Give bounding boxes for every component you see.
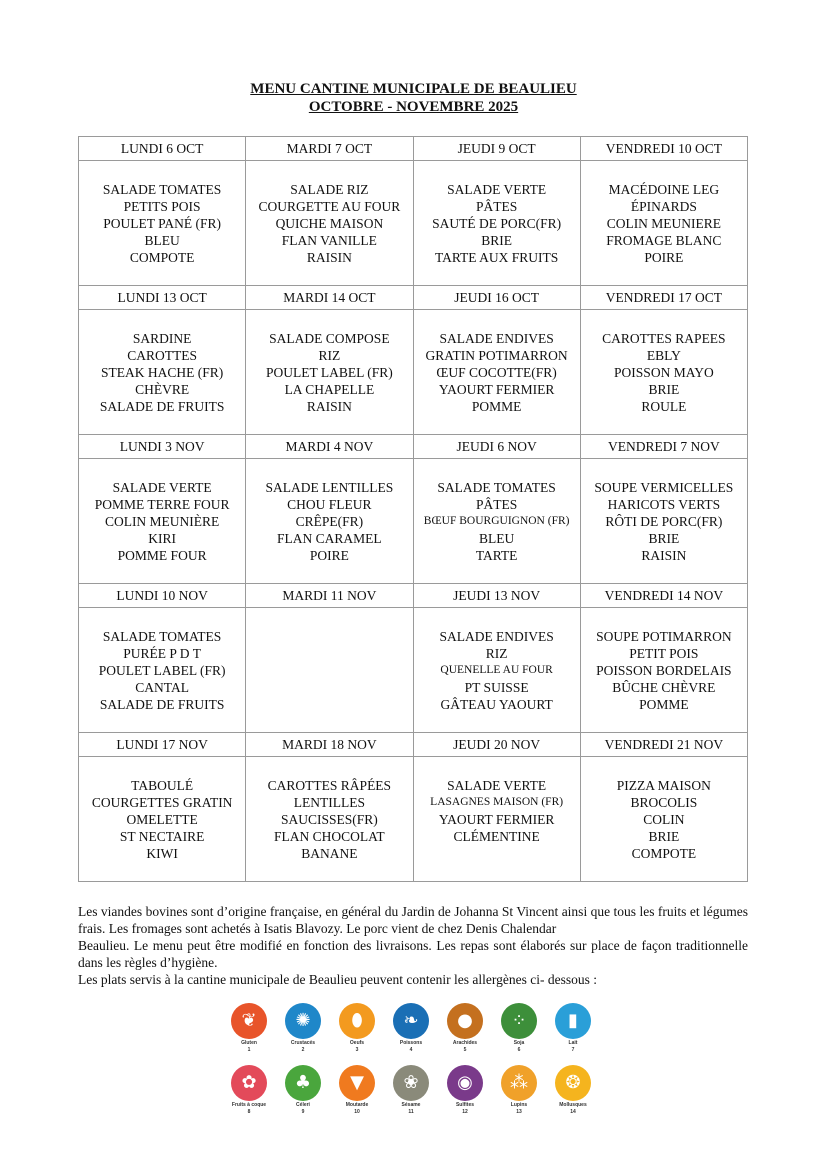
menu-item: SOUPE VERMICELLES	[594, 480, 734, 495]
menu-item: STEAK HACHE (FR)	[100, 365, 224, 380]
day-menu	[580, 310, 747, 435]
allergen-item	[492, 1065, 546, 1115]
day-label: JEUDI 6 NOV	[413, 435, 580, 459]
nut-icon: ✿	[231, 1065, 267, 1101]
allergen-name: Poissons	[399, 1040, 423, 1046]
allergen-chart	[222, 1003, 602, 1125]
menu-item: MACÉDOINE LEG	[608, 182, 720, 197]
menu-item: POMME	[471, 399, 522, 414]
menu-item: EBLY	[646, 348, 681, 363]
menu-item: ŒUF COCOTTE(FR)	[436, 365, 557, 380]
menu-item: PÂTES	[475, 497, 518, 512]
week-menu-row	[79, 161, 748, 286]
menu-item: POIRE	[309, 548, 349, 563]
menu-item: RAISIN	[306, 250, 352, 265]
menu-item: TABOULÉ	[131, 778, 194, 793]
menu-item: QUENELLE AU FOUR	[440, 664, 553, 676]
menu-item: SALADE TOMATES	[102, 629, 222, 644]
day-label: VENDREDI 17 OCT	[580, 286, 747, 310]
sulfite-icon: ◉	[447, 1065, 483, 1101]
allergen-name: Arachides	[452, 1040, 478, 1046]
menu-item: SALADE TOMATES	[437, 480, 556, 495]
menu-item: COLIN MEUNIERE	[606, 216, 722, 231]
menu-item: TARTE AUX FRUITS	[434, 250, 559, 265]
menu-item: ST NECTAIRE	[119, 829, 205, 844]
menu-item: BLEU	[144, 233, 180, 248]
allergen-item	[492, 1003, 546, 1053]
day-menu	[246, 757, 413, 882]
allergen-item	[438, 1003, 492, 1053]
allergen-number: 13	[516, 1109, 522, 1115]
day-label: MARDI 11 NOV	[246, 584, 413, 608]
menu-item: GÂTEAU YAOURT	[440, 697, 553, 712]
allergen-item	[546, 1065, 600, 1115]
menu-item: CAROTTES RAPEES	[602, 331, 726, 346]
allergen-number: 8	[247, 1109, 251, 1115]
menu-item: FLAN CARAMEL	[277, 531, 382, 546]
day-label: JEUDI 9 OCT	[413, 137, 580, 161]
menu-item: POISSON BORDELAIS	[596, 663, 732, 678]
menu-item: BROCOLIS	[630, 795, 698, 810]
menu-item: FLAN CHOCOLAT	[274, 829, 385, 844]
menu-item: COURGETTES GRATIN	[91, 795, 233, 810]
allergen-number: 7	[571, 1047, 575, 1053]
sesame-icon: ❀	[393, 1065, 429, 1101]
day-menu	[413, 608, 580, 733]
day-label: LUNDI 10 NOV	[79, 584, 246, 608]
allergen-name: Lupins	[510, 1102, 528, 1108]
menu-item: YAOURT FERMIER	[438, 382, 555, 397]
day-label: VENDREDI 21 NOV	[580, 733, 747, 757]
menu-item: RIZ	[318, 348, 341, 363]
allergen-item	[384, 1003, 438, 1053]
menu-item: COLIN MEUNIÈRE	[104, 514, 220, 529]
day-label: LUNDI 6 OCT	[79, 137, 246, 161]
menu-item: RIZ	[485, 646, 508, 661]
week-header-row	[79, 137, 748, 161]
menu-item: ROULE	[641, 399, 687, 414]
day-menu	[413, 459, 580, 584]
menu-item: CAROTTES	[127, 348, 197, 363]
menu-item: CHOU FLEUR	[287, 497, 372, 512]
day-label: VENDREDI 10 OCT	[580, 137, 747, 161]
day-menu	[246, 459, 413, 584]
day-label: JEUDI 13 NOV	[413, 584, 580, 608]
menu-item: FLAN VANILLE	[281, 233, 377, 248]
day-label: MARDI 4 NOV	[246, 435, 413, 459]
menu-item: GRATIN POTIMARRON	[425, 348, 568, 363]
notes	[78, 903, 748, 988]
menu-item: KIRI	[148, 531, 176, 546]
menu-item: PÂTES	[475, 199, 518, 214]
menu-item: HARICOTS VERTS	[607, 497, 721, 512]
mustard-icon: ▼	[339, 1065, 375, 1101]
note-origin: Les viandes bovines sont d’origine française, en général du Jardin de Johanna St Vincent ainsi que tous les fruits et légumes frais. Les fromages sont achetés à Isatis Blavozy. Le porc vient de chez Denis Chalendar	[78, 904, 748, 936]
allergen-number: 6	[517, 1047, 521, 1053]
allergen-name: Gluten	[241, 1040, 257, 1046]
day-menu	[246, 310, 413, 435]
title-line-2: OCTOBRE - NOVEMBRE 2025	[308, 99, 519, 115]
lupin-icon: ⁂	[501, 1065, 537, 1101]
menu-item: BÛCHE CHÈVRE	[612, 680, 716, 695]
allergen-item	[438, 1065, 492, 1115]
day-label: LUNDI 17 NOV	[79, 733, 246, 757]
week-menu-row	[79, 608, 748, 733]
menu-table	[78, 136, 748, 882]
allergen-item	[330, 1003, 384, 1053]
peanut-icon: ●	[447, 1003, 483, 1039]
allergen-name: Crustacés	[290, 1040, 316, 1046]
menu-item: BRIE	[648, 829, 680, 844]
menu-item: SALADE RIZ	[290, 182, 369, 197]
menu-item: YAOURT FERMIER	[438, 812, 555, 827]
menu-item: SARDINE	[132, 331, 192, 346]
allergen-number: 11	[408, 1109, 414, 1115]
allergen-number: 1	[247, 1047, 251, 1053]
day-label: MARDI 18 NOV	[246, 733, 413, 757]
day-menu	[79, 757, 246, 882]
allergen-number: 10	[354, 1109, 360, 1115]
menu-item: POISSON MAYO	[614, 365, 714, 380]
menu-item: COURGETTE AU FOUR	[258, 199, 401, 214]
title-line-1: MENU CANTINE MUNICIPALE DE BEAULIEU	[250, 81, 577, 97]
menu-item: RAISIN	[306, 399, 352, 414]
menu-item: LA CHAPELLE	[284, 382, 375, 397]
menu-item: POMME	[639, 697, 689, 712]
fish-icon: ❧	[393, 1003, 429, 1039]
allergen-item	[384, 1065, 438, 1115]
menu-item: PETITS POIS	[123, 199, 201, 214]
allergen-item	[276, 1003, 330, 1053]
day-menu	[580, 459, 747, 584]
allergen-name: Céleri	[296, 1102, 310, 1108]
menu-item: PETIT POIS	[629, 646, 699, 661]
menu-item: SALADE VERTE	[447, 182, 547, 197]
allergen-number: 4	[409, 1047, 413, 1053]
allergen-number: 12	[462, 1109, 468, 1115]
day-menu	[79, 459, 246, 584]
week-header-row	[79, 435, 748, 459]
day-menu	[413, 161, 580, 286]
menu-item: SALADE ENDIVES	[439, 331, 554, 346]
menu-item: BRIE	[481, 233, 512, 248]
day-menu	[246, 608, 413, 733]
allergen-item	[546, 1003, 600, 1053]
week-header-row	[79, 584, 748, 608]
menu-item: LASAGNES MAISON (FR)	[430, 796, 564, 808]
day-label: LUNDI 3 NOV	[79, 435, 246, 459]
menu-item: LENTILLES	[293, 795, 365, 810]
menu-item: POMME TERRE FOUR	[94, 497, 230, 512]
day-menu	[413, 757, 580, 882]
day-label: VENDREDI 14 NOV	[580, 584, 747, 608]
note-allergens: Les plats servis à la cantine municipale de Beaulieu peuvent contenir les allergènes ci- dessous :	[78, 972, 597, 987]
egg-icon: ⬮	[339, 1003, 375, 1039]
day-menu	[580, 608, 747, 733]
allergen-item	[330, 1065, 384, 1115]
menu-item: COMPOTE	[129, 250, 195, 265]
menu-item: POIRE	[644, 250, 684, 265]
allergen-name: Mollusques	[559, 1102, 587, 1108]
allergen-name: Fruits à coque	[231, 1102, 267, 1108]
milk-icon: ▮	[555, 1003, 591, 1039]
menu-item: TARTE	[475, 548, 518, 563]
day-menu	[79, 161, 246, 286]
menu-item: OMELETTE	[126, 812, 198, 827]
menu-item: SALADE DE FRUITS	[99, 697, 225, 712]
shell-icon: ❂	[555, 1065, 591, 1101]
day-label: VENDREDI 7 NOV	[580, 435, 747, 459]
menu-item: KIWI	[146, 846, 178, 861]
menu-item: RAISIN	[641, 548, 687, 563]
allergen-number: 14	[570, 1109, 576, 1115]
menu-item: BANANE	[301, 846, 358, 861]
day-menu	[79, 608, 246, 733]
menu-item: CLÉMENTINE	[453, 829, 540, 844]
allergen-name: Sésame	[401, 1102, 421, 1108]
menu-item: BRIE	[648, 531, 680, 546]
allergen-item	[222, 1003, 276, 1053]
celery-icon: ♣	[285, 1065, 321, 1101]
menu-item: CANTAL	[135, 680, 189, 695]
menu-item: SALADE LENTILLES	[265, 480, 394, 495]
week-header-row	[79, 286, 748, 310]
allergen-number: 9	[301, 1109, 305, 1115]
crab-icon: ✺	[285, 1003, 321, 1039]
week-menu-row	[79, 310, 748, 435]
wheat-icon: ❦	[231, 1003, 267, 1039]
menu-item: SALADE ENDIVES	[439, 629, 554, 644]
allergen-number: 2	[301, 1047, 305, 1053]
week-menu-row	[79, 757, 748, 882]
menu-item: SALADE VERTE	[112, 480, 212, 495]
day-label: MARDI 7 OCT	[246, 137, 413, 161]
allergen-name: Oeufs	[349, 1040, 365, 1046]
menu-item: SAUCISSES(FR)	[280, 812, 378, 827]
allergen-name: Sulfites	[455, 1102, 475, 1108]
menu-item: CHÈVRE	[135, 382, 190, 397]
day-menu	[580, 161, 747, 286]
allergen-name: Soja	[513, 1040, 525, 1046]
menu-item: PT SUISSE	[464, 680, 529, 695]
menu-item: BŒUF BOURGUIGNON (FR)	[423, 515, 570, 527]
day-label: MARDI 14 OCT	[246, 286, 413, 310]
day-menu	[79, 310, 246, 435]
menu-item: BRIE	[648, 382, 680, 397]
menu-item: SALADE COMPOSE	[269, 331, 390, 346]
allergen-number: 3	[355, 1047, 359, 1053]
allergen-number: 5	[463, 1047, 467, 1053]
menu-item: POULET LABEL (FR)	[98, 663, 226, 678]
soy-icon: ⁘	[501, 1003, 537, 1039]
day-label: JEUDI 16 OCT	[413, 286, 580, 310]
page-title	[0, 80, 827, 116]
allergen-name: Lait	[568, 1040, 578, 1046]
menu-item: CRÊPE(FR)	[295, 514, 364, 529]
menu-item: PIZZA MAISON	[616, 778, 711, 793]
menu-item: SALADE VERTE	[447, 778, 547, 793]
day-label: JEUDI 20 NOV	[413, 733, 580, 757]
day-menu	[413, 310, 580, 435]
note-preparation: Beaulieu. Le menu peut être modifié en fonction des livraisons. Les repas sont élaborés sur place de façon traditionnelle dans les règles d’hygiène.	[78, 938, 748, 970]
allergen-name: Moutarde	[345, 1102, 369, 1108]
menu-item: QUICHE MAISON	[275, 216, 384, 231]
menu-item: ÉPINARDS	[630, 199, 697, 214]
allergen-item	[222, 1065, 276, 1115]
menu-item: POMME FOUR	[117, 548, 207, 563]
menu-item: COMPOTE	[631, 846, 697, 861]
allergen-item	[276, 1065, 330, 1115]
menu-item: CAROTTES RÂPÉES	[267, 778, 392, 793]
menu-item: SALADE DE FRUITS	[99, 399, 225, 414]
menu-item: SAUTÉ DE PORC(FR)	[432, 216, 562, 231]
menu-item: POULET PANÉ (FR)	[103, 216, 222, 231]
week-menu-row	[79, 459, 748, 584]
menu-item: COLIN	[643, 812, 685, 827]
day-menu	[580, 757, 747, 882]
menu-item: FROMAGE BLANC	[606, 233, 722, 248]
week-header-row	[79, 733, 748, 757]
menu-item: POULET LABEL (FR)	[266, 365, 393, 380]
menu-item: PURÉE P D T	[123, 646, 201, 661]
day-label: LUNDI 13 OCT	[79, 286, 246, 310]
menu-item: SOUPE POTIMARRON	[596, 629, 732, 644]
menu-item: RÔTI DE PORC(FR)	[605, 514, 723, 529]
menu-item: BLEU	[479, 531, 515, 546]
day-menu	[246, 161, 413, 286]
menu-item: SALADE TOMATES	[102, 182, 222, 197]
